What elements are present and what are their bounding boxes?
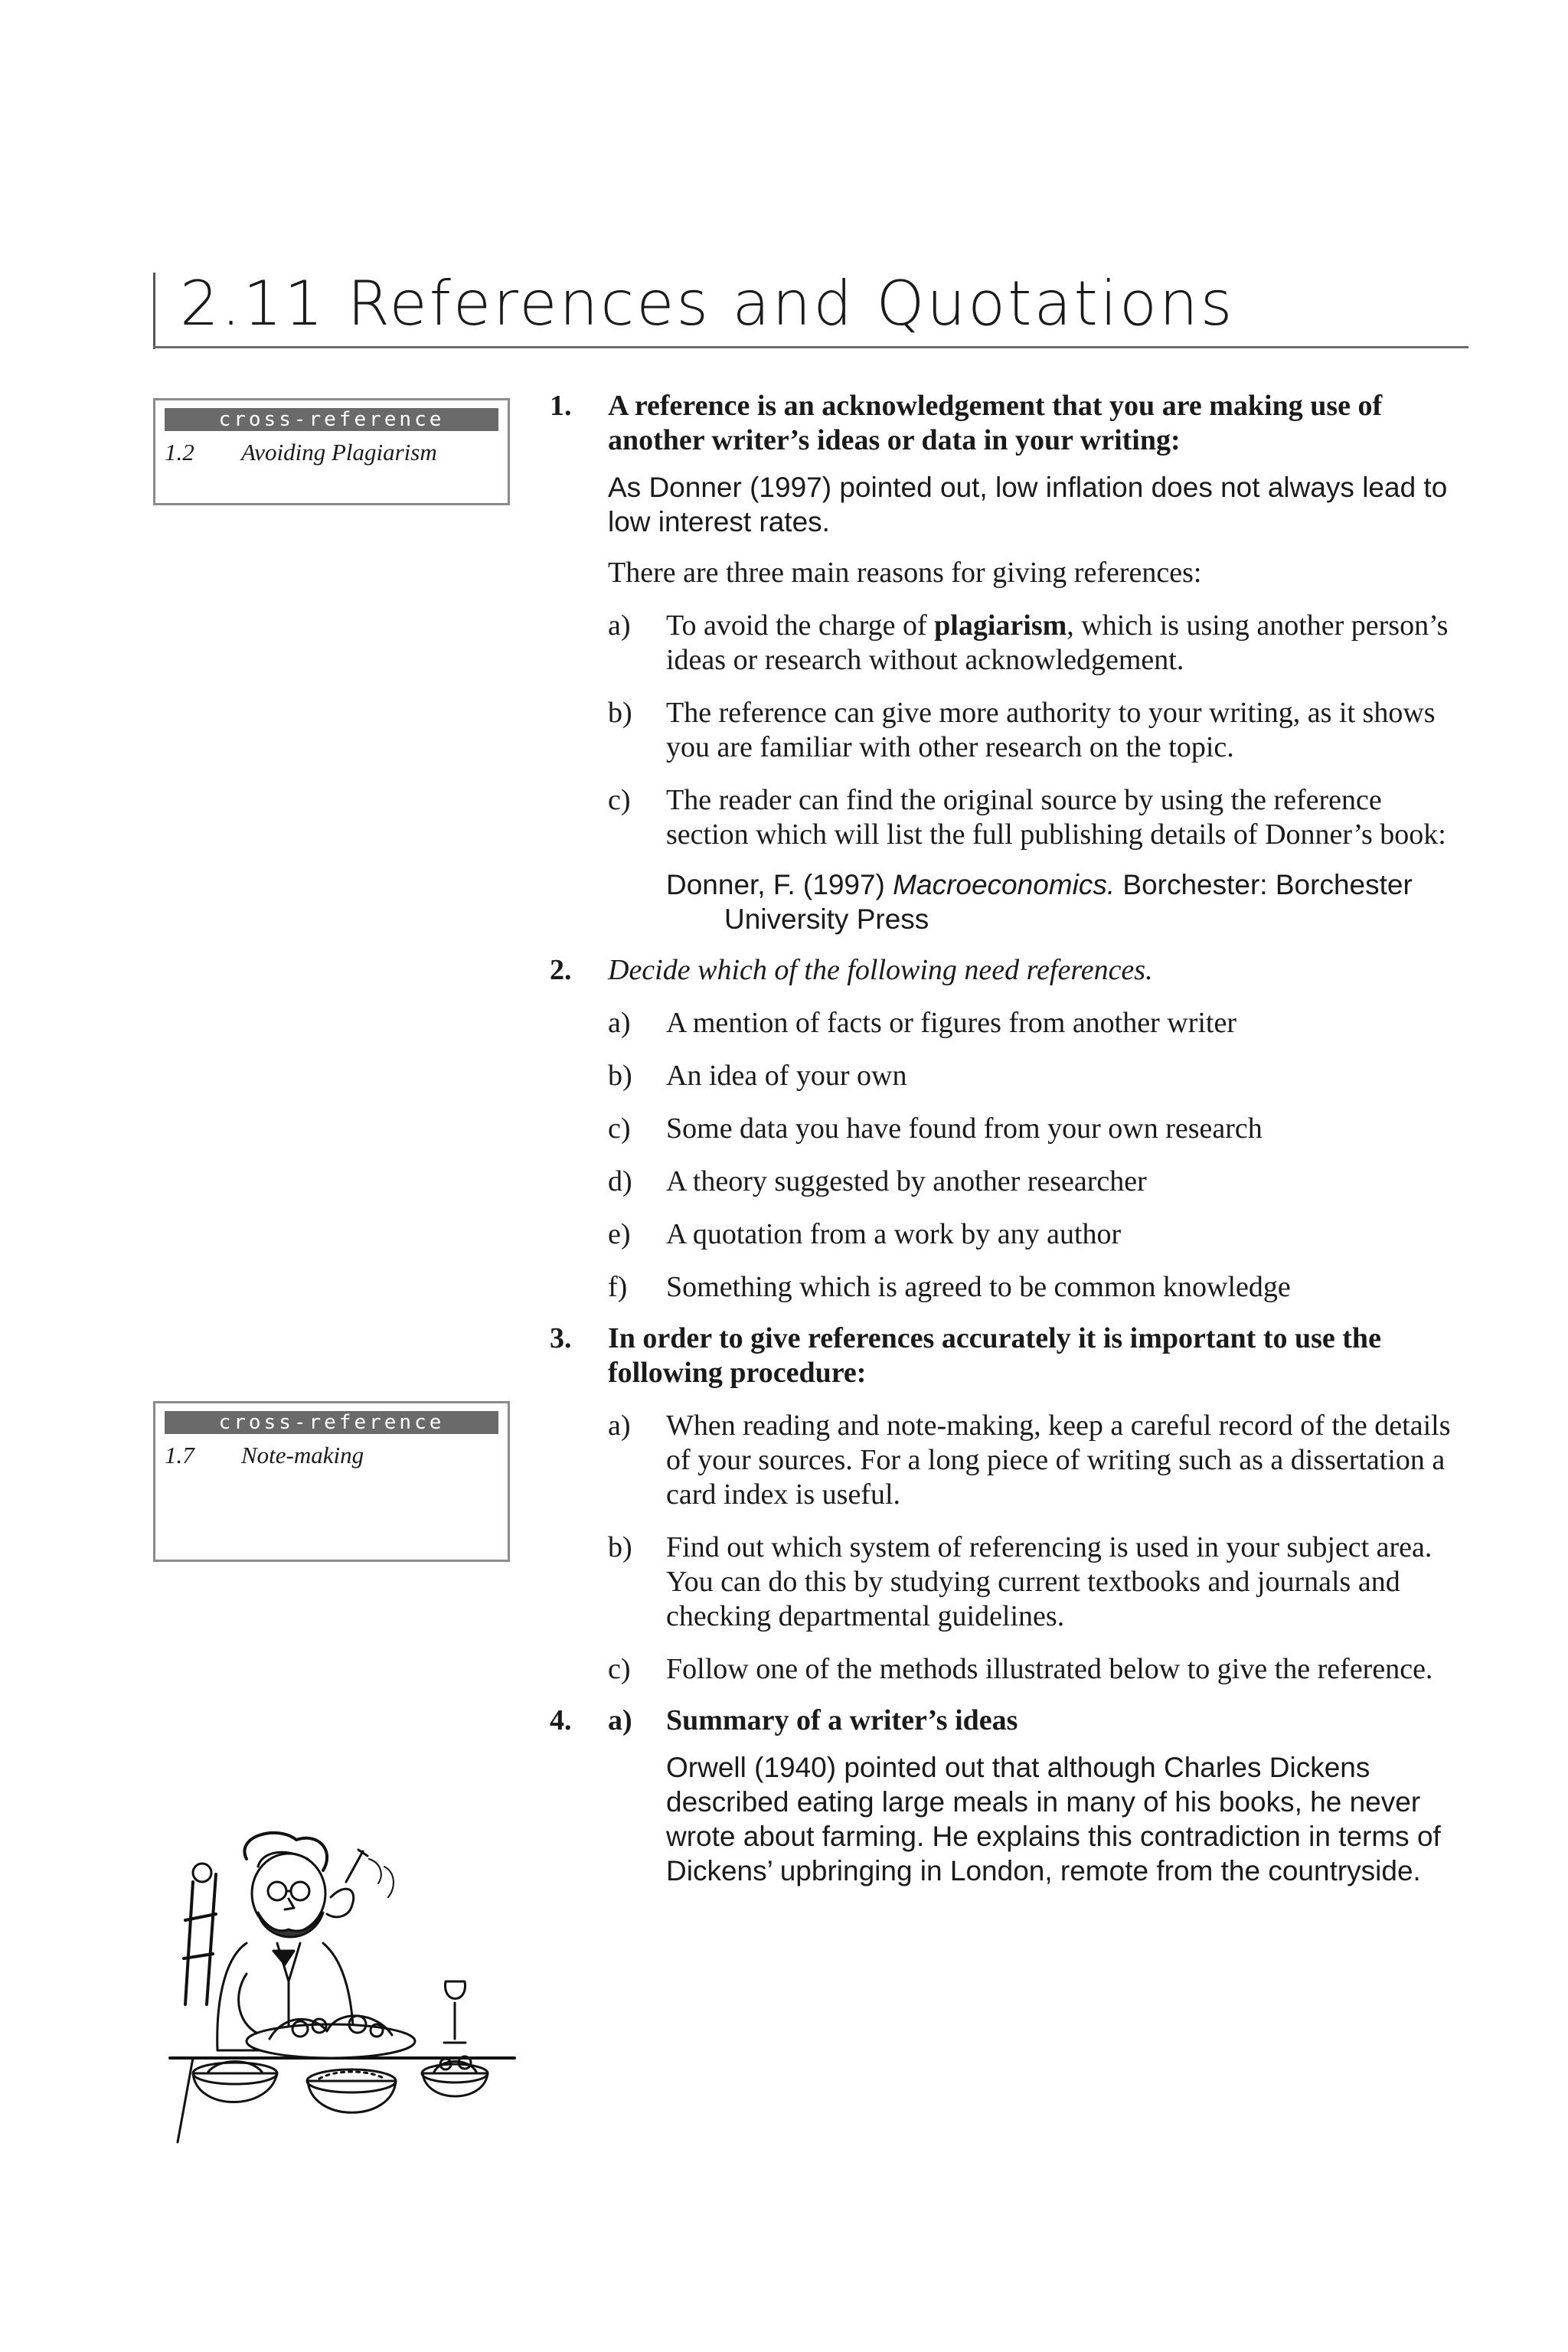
cross-reference-label: cross-reference: [165, 1411, 498, 1434]
cross-reference-number: 1.2: [165, 439, 194, 466]
list-letter: a): [608, 1410, 631, 1442]
list-item: [608, 1409, 1468, 1512]
cross-reference-label: cross-reference: [165, 408, 498, 431]
list-text: The reference can give more authority to your writing, as it shows you are familiar with other research on the topic.: [666, 697, 1436, 763]
list-text: Follow one of the methods illustrated below to give the reference.: [666, 1653, 1433, 1685]
list-letter: c): [608, 1112, 631, 1145]
point-number: 1.: [550, 390, 572, 422]
list-text: A theory suggested by another researcher: [666, 1165, 1147, 1197]
list-item: [608, 696, 1468, 765]
subheading: Summary of a writer’s ideas: [666, 1704, 1018, 1736]
list-item: [608, 1652, 1468, 1687]
cross-reference-box: [153, 398, 510, 505]
section-heading: [153, 268, 1469, 349]
dining-man-illustration: [162, 1828, 522, 2150]
list-item: [608, 1165, 1468, 1199]
list-item: [608, 783, 1468, 852]
point-lead: In order to give references accurately it is important to use the following procedure:: [608, 1322, 1381, 1389]
list-letter: a): [608, 1007, 631, 1039]
list-letter: a): [608, 609, 631, 642]
heading-rule: [153, 346, 1468, 348]
paragraph: There are three main reasons for giving references:: [608, 557, 1202, 589]
point-lead: A reference is an acknowledgement that you are making use of another writer’s ideas or data in your writing:: [608, 390, 1383, 456]
list-item: [608, 1270, 1468, 1305]
point-lead: Decide which of the following need references.: [608, 954, 1153, 986]
main-text: [550, 389, 1468, 1888]
list-text: A mention of facts or figures from another writer: [666, 1007, 1236, 1039]
list-letter: e): [608, 1218, 631, 1250]
list-letter: a): [608, 1704, 632, 1736]
point-number: 3.: [550, 1322, 572, 1354]
cross-reference-number: 1.7: [165, 1442, 194, 1468]
list-text: To avoid the charge of plagiarism, which is using another person’s ideas or research without acknowledgement.: [666, 609, 1449, 676]
list-letter: c): [608, 784, 631, 816]
point-number: 4.: [550, 1704, 572, 1736]
list-text: An idea of your own: [666, 1060, 907, 1092]
list-text: Something which is agreed to be common knowledge: [666, 1271, 1291, 1303]
numbered-point: [550, 1704, 1468, 1888]
list-item: [608, 1059, 1468, 1093]
cross-reference-entry[interactable]: [165, 1442, 508, 1469]
bold-term: plagiarism: [934, 609, 1067, 642]
list-letter: d): [608, 1165, 632, 1197]
list-text: A quotation from a work by any author: [666, 1218, 1122, 1250]
list-text: The reader can find the original source by using the reference section which will list the full publishing details of Donner’s book:: [666, 784, 1446, 851]
list-text: When reading and note-making, keep a careful record of the details of your sources. For a long piece of writing such as a dissertation a card index is useful.: [666, 1410, 1451, 1511]
book-title: Macroeconomics.: [893, 869, 1116, 900]
cross-reference-box: [153, 1401, 510, 1562]
list-text: Find out which system of referencing is used in your subject area. You can do this by studying current textbooks and journals and checking departmental guidelines.: [666, 1531, 1432, 1632]
numbered-point: [550, 1321, 1468, 1687]
list-letter: b): [608, 697, 632, 729]
list-letter: b): [608, 1531, 632, 1563]
page-title: 2.11 References and Quotations: [180, 268, 1235, 339]
numbered-point: [550, 389, 1468, 936]
list-item: [608, 1530, 1468, 1634]
list-letter: b): [608, 1060, 632, 1092]
list-text: Some data you have found from your own research: [666, 1112, 1263, 1145]
list-item: [608, 1112, 1468, 1146]
reference-entry: Donner, F. (1997) Macroeconomics. Borchester: Borchester University Press: [666, 869, 1413, 935]
point-number: 2.: [550, 954, 572, 986]
list-item: [608, 1704, 1468, 1738]
list-item: [608, 609, 1468, 678]
numbered-point: [550, 953, 1468, 1305]
list-letter: f): [608, 1271, 628, 1303]
example-quote: Orwell (1940) pointed out that although Charles Dickens described eating large meals in many of his books, he never wrote about farming. He explains this contradiction in terms of Dickens’ upbringing in London, remote from the countryside.: [666, 1752, 1441, 1886]
list-item: [608, 1006, 1468, 1040]
list-letter: c): [608, 1653, 631, 1685]
list-item: [608, 1217, 1468, 1252]
cross-reference-entry[interactable]: [165, 439, 508, 466]
cross-reference-title: Note-making: [241, 1442, 364, 1468]
example-quote: As Donner (1997) pointed out, low inflation does not always lead to low interest rates.: [608, 472, 1448, 537]
cross-reference-title: Avoiding Plagiarism: [241, 439, 437, 466]
